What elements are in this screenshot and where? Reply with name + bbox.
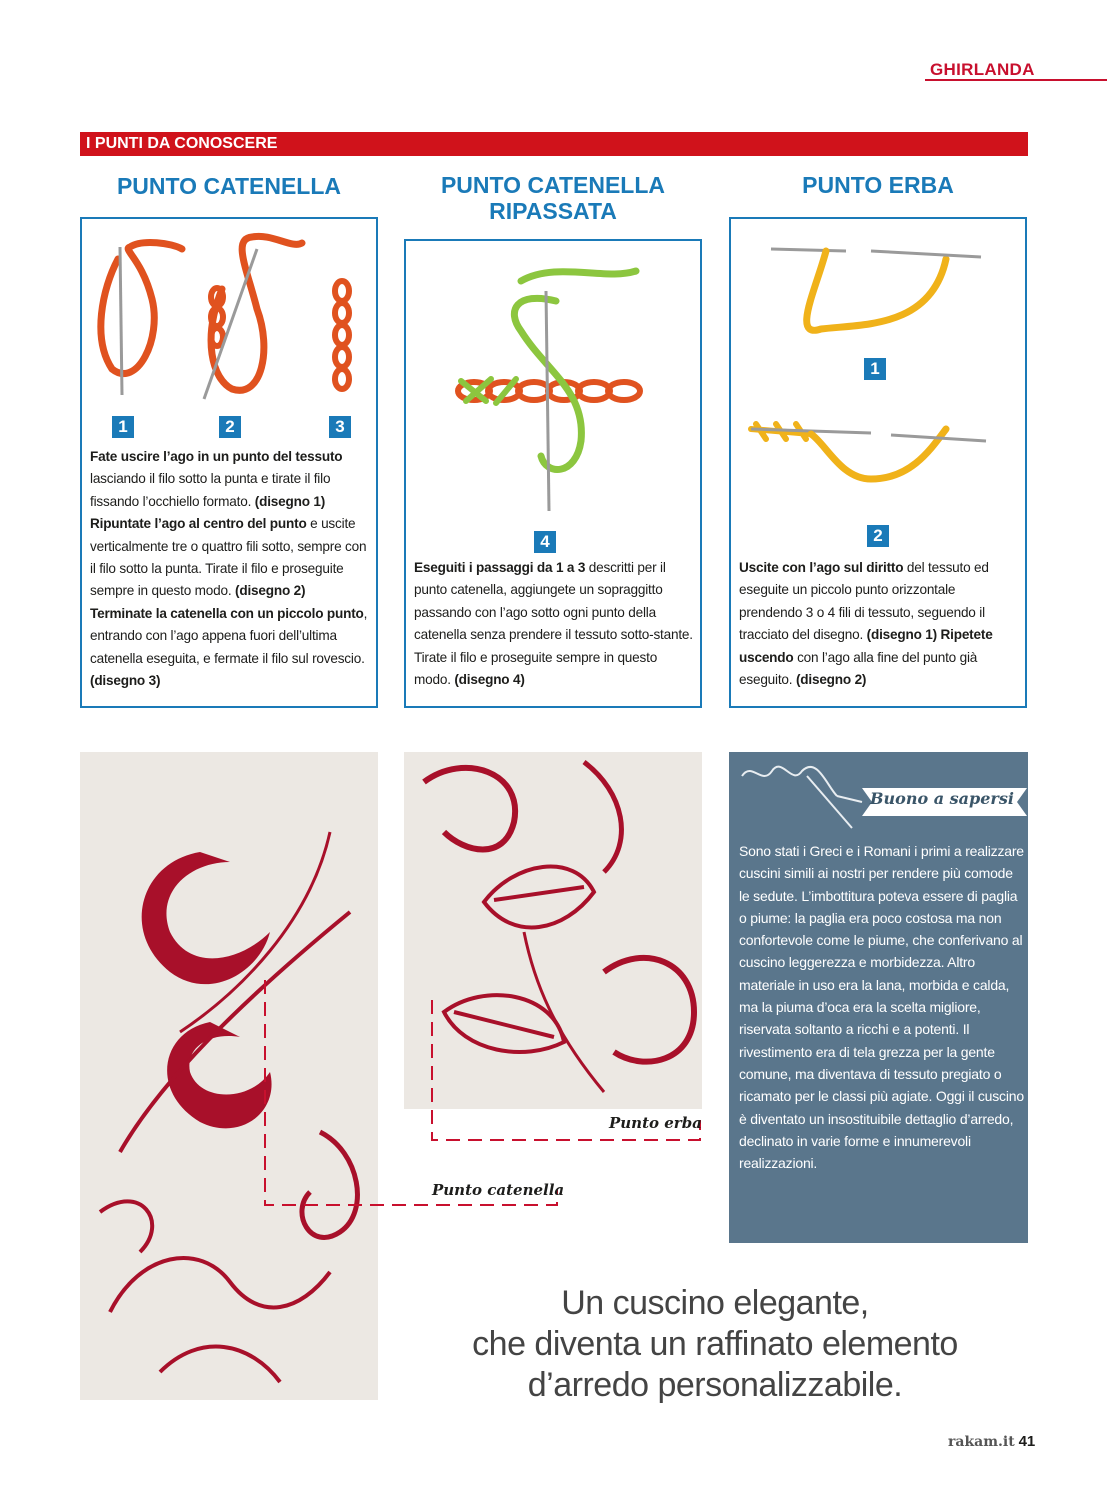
sidebar-body: Sono stati i Greci e i Romani i primi a realizzare cuscini simili ai nostri per rendere più comode le sedute. L’imbottitura poteva essere di paglia o piume: la paglia era poco costosa ma non confortevole come le piume, che conferivano al cuscino leggerezza e morbidezza. Altro materiale in uso era la lana, morbida e calda, ma la piuma d’oca era la scelta migliore, riservata soltanto a ricchi e a potenti. Il rivestimento era di tela grezza per la gente comune, ma diventava di tessuto pregiato o ricamato per le classi più agiate. Oggi il cuscino è diventato un insostituibile dettaglio d’arredo, declinato in varie forme e innumerevoli realizzazioni. xyxy=(739,843,1024,1172)
quote-line-3: d’arredo personalizzabile. xyxy=(527,1366,903,1404)
text-bold: (disegno 3) xyxy=(90,673,161,689)
instructions-erba xyxy=(739,557,1019,691)
text-bold: (disegno 2) xyxy=(795,672,867,688)
title-punto-catenella: PUNTO CATENELLA xyxy=(116,173,342,199)
text: e uscite verticalmente tre o quattro fili sotto, sempre con il filo sotto la punta. Tirate il filo e proseguite sempre in questo modo. xyxy=(90,516,367,599)
text: descritti per il punto catenella, aggiungete un sopraggitto passando con l’ago sotto ogni punto della catenella senza prendere il tessuto sotto-stante. Tirate il filo e proseguite sempre in questo modo. xyxy=(414,560,693,688)
text-bold: Terminate la catenella con un piccolo punto xyxy=(90,605,364,621)
text-bold: Uscite con l’ago sul diritto xyxy=(739,560,904,575)
quote-line-1: Un cuscino elegante, xyxy=(561,1284,869,1322)
page-footer xyxy=(948,1433,1035,1450)
instruction-box-erba xyxy=(729,217,1027,708)
label-punto-erba: Punto erba xyxy=(609,1114,702,1132)
title-line-1: PUNTO CATENELLA xyxy=(440,172,666,198)
instruction-box-catenella-ripassata xyxy=(404,239,702,708)
title-punto-erba: PUNTO ERBA xyxy=(802,172,954,198)
text: , entrando con l’ago appena fuori dell’ultima catenella eseguita, e fermate il filo sul rovescio. xyxy=(90,605,368,666)
text-bold: (disegno 1) xyxy=(254,493,326,509)
text-bold: Eseguiti i passaggi da 1 a 3 xyxy=(414,560,586,575)
text-bold: (disegno 1) xyxy=(866,627,937,643)
label-punto-catenella: Punto catenella xyxy=(432,1181,565,1199)
text-bold: Ripetete uscendo xyxy=(739,627,993,665)
section-banner xyxy=(80,132,1028,156)
text: con l’ago alla fine del punto già eseguito. xyxy=(739,649,978,688)
sidebar-heading: Buono a sapersi xyxy=(870,789,1014,808)
instructions-catenella-ripassata xyxy=(414,557,694,691)
section-rule xyxy=(925,79,1107,81)
step-number: 4 xyxy=(534,531,556,553)
quote-line-2: che diventa un raffinato elemento xyxy=(472,1325,958,1363)
banner-title: I PUNTI DA CONOSCERE xyxy=(86,135,278,152)
site-name: rakam.it xyxy=(948,1434,1015,1450)
instruction-box-catenella xyxy=(80,217,378,708)
step-number: 2 xyxy=(219,416,241,438)
title-line-2: RIPASSATA xyxy=(489,198,617,224)
pull-quote xyxy=(400,1283,1030,1406)
page-number: 41 xyxy=(1018,1433,1036,1450)
text-bold: (disegno 4) xyxy=(454,672,525,688)
text: lasciando il filo sotto la punta e tirate il filo fissando l’occhiello formato. xyxy=(90,471,331,509)
chain-stitch-diagram xyxy=(82,229,376,419)
title-punto-catenella-ripassata xyxy=(404,172,702,224)
text: del tessuto ed eseguite un piccolo punto orizzontale prendendo 3 o 4 fili di tessuto, seguendo il tracciato del disegno. xyxy=(739,560,989,643)
instructions-catenella xyxy=(90,446,370,692)
text-bold: Fate uscire l’ago in un punto del tessuto xyxy=(90,449,343,464)
step-number: 1 xyxy=(112,416,134,438)
step-number: 3 xyxy=(329,416,351,438)
step-number: 2 xyxy=(867,525,889,547)
section-title: GHIRLANDA xyxy=(930,60,1035,79)
text-bold: Ripuntate l’ago al centro del punto xyxy=(90,516,307,532)
whipped-chain-stitch-diagram xyxy=(406,251,700,521)
step-number: 1 xyxy=(864,358,886,380)
text-bold: (disegno 2) xyxy=(235,583,306,599)
